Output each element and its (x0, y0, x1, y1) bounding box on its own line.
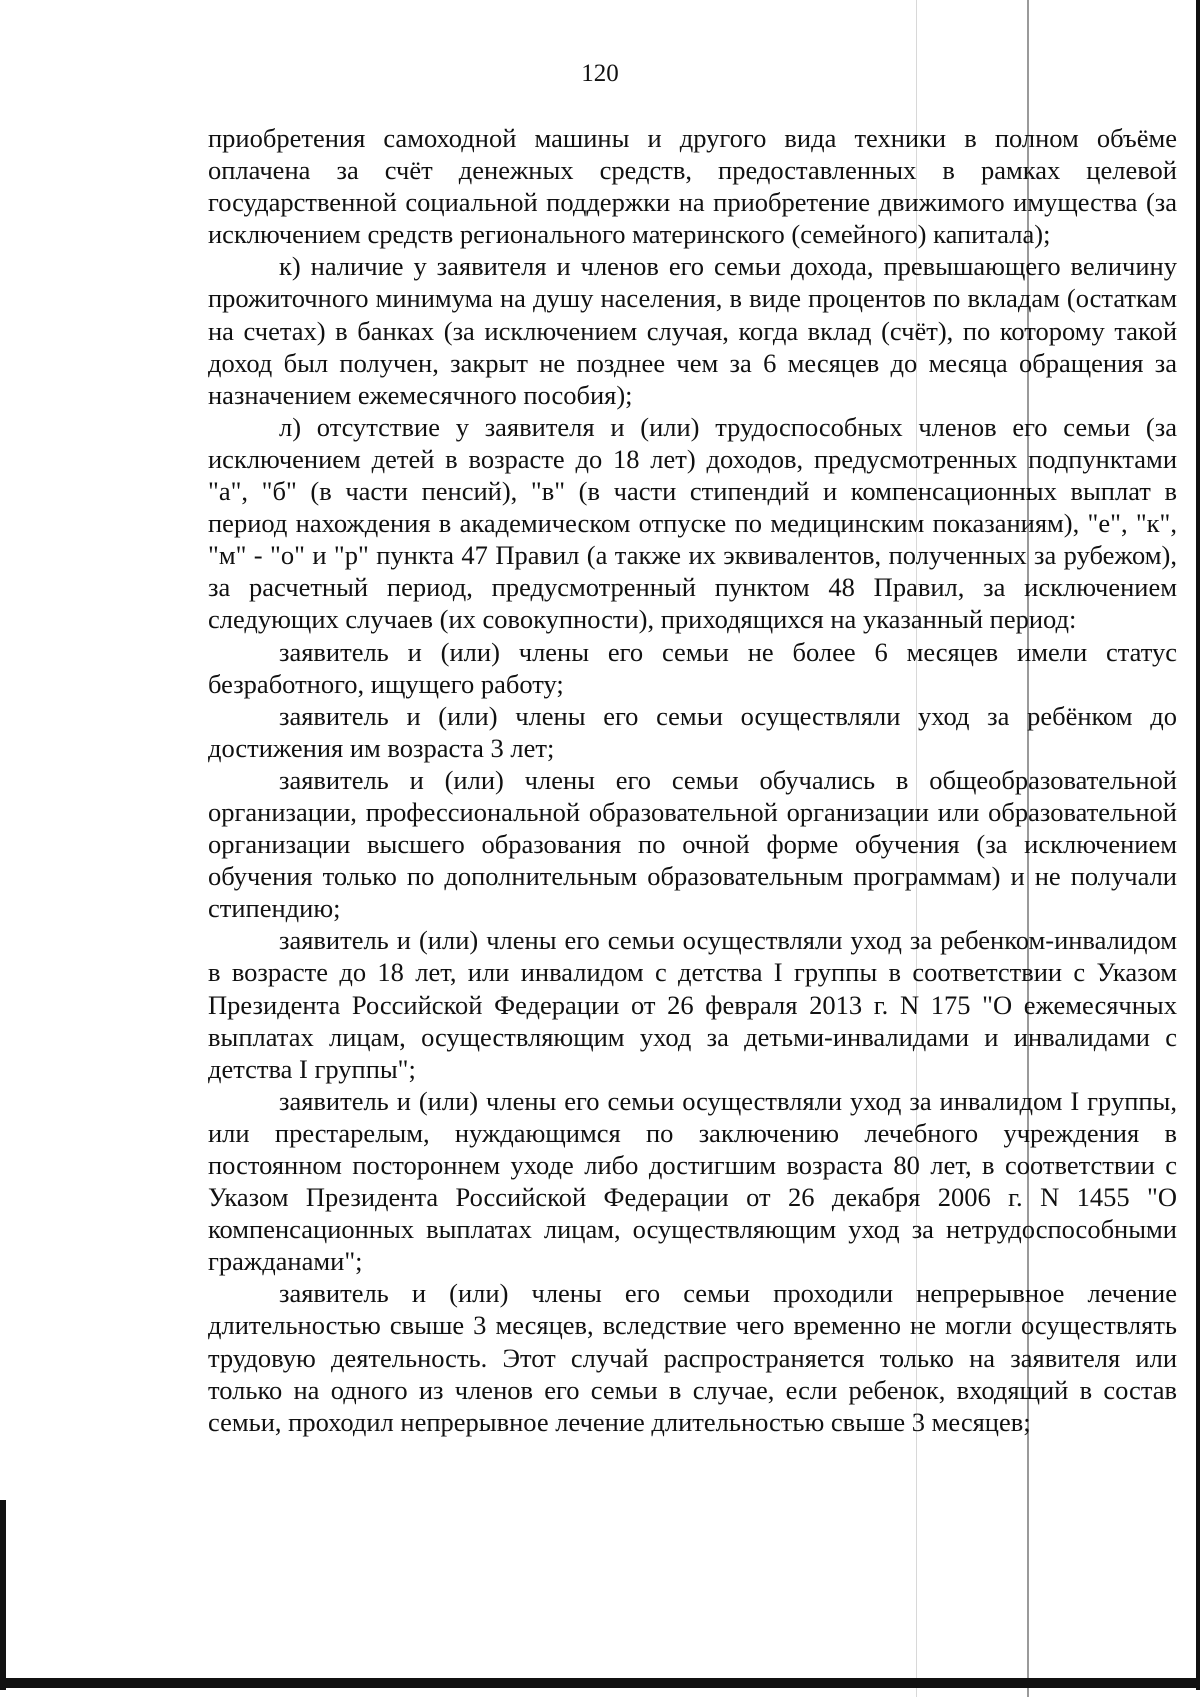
paragraph: заявитель и (или) члены его семьи осуществляли уход за инвалидом I группы, или престарелым, нуждающимся по заключению лечебного учреждения в постоянном постороннем уходе либо достигшим возраста 80 лет, в соответствии с Указом Президента Российской Федерации от 26 декабря 2006 г. N 1455 "О компенсационных выплатах лицам, осуществляющим уход за нетрудоспособными гражданами"; (208, 1085, 1177, 1277)
paragraph: приобретения самоходной машины и другого вида техники в полном объёме оплачена за счёт денежных средств, предоставленных в рамках целевой государственной социальной поддержки на приобретение движимого имущества (за исключением средств регионального материнского (семейного) капитала); (208, 123, 1177, 250)
scan-border-bottom (0, 1678, 1200, 1688)
paragraph: заявитель и (или) члены его семьи проходили непрерывное лечение длительностью свыше 3 месяцев, вследствие чего временно не могли осуществлять трудовую деятельность. Этот случай распространяется только на заявителя или только на одного из членов его семьи в случае, если ребенок, входящий в состав семьи, проходил непрерывное лечение длительностью свыше 3 месяцев; (208, 1278, 1177, 1437)
document-body (208, 122, 1177, 1438)
paragraph: заявитель и (или) члены его семьи не более 6 месяцев имели статус безработного, ищущего работу; (208, 636, 1177, 699)
paragraph: к) наличие у заявителя и членов его семьи дохода, превышающего величину прожиточного минимума на душу населения, в виде процентов по вкладам (остаткам на счетах) в банках (за исключением случая, когда вклад (счёт), по которому такой доход был получен, закрыт не позднее чем за 6 месяцев до месяца обращения за назначением ежемесячного пособия); (208, 251, 1177, 410)
paragraph: заявитель и (или) члены его семьи обучались в общеобразовательной организации, профессиональной образовательной организации или образовательной организации высшего образования по очной форме обучения (за исключением обучения только по дополнительным образовательным программам) и не получали стипендию; (208, 764, 1177, 924)
page-number: 120 (581, 60, 619, 87)
scan-border-left (0, 1500, 6, 1690)
paragraph: л) отсутствие у заявителя и (или) трудоспособных членов его семьи (за исключением детей в возрасте до 18 лет) доходов, предусмотренных подпунктами "а", "б" (в части пенсий), "в" (в части стипендий и компенсационных выплат в период нахождения в академическом отпуске по медицинским показаниям), "е", "к", "м" - "о" и "р" пункта 47 Правил (а также их эквивалентов, полученных за рубежом), за расчетный период, предусмотренный пунктом 48 Правил, за исключением следующих случаев (их совокупности), приходящихся на указанный период: (208, 411, 1177, 635)
paragraph: заявитель и (или) члены его семьи осуществляли уход за ребенком-инвалидом в возрасте до 18 лет, или инвалидом с детства I группы в соответствии с Указом Президента Российской Федерации от 26 февраля 2013 г. N 175 "О ежемесячных выплатах лицам, осуществляющим уход за детьми-инвалидами и инвалидами с детства I группы"; (208, 925, 1177, 1084)
scan-border-right (1196, 0, 1200, 1690)
paragraph: заявитель и (или) члены его семьи осуществляли уход за ребёнком до достижения им возраста 3 лет; (208, 700, 1177, 763)
